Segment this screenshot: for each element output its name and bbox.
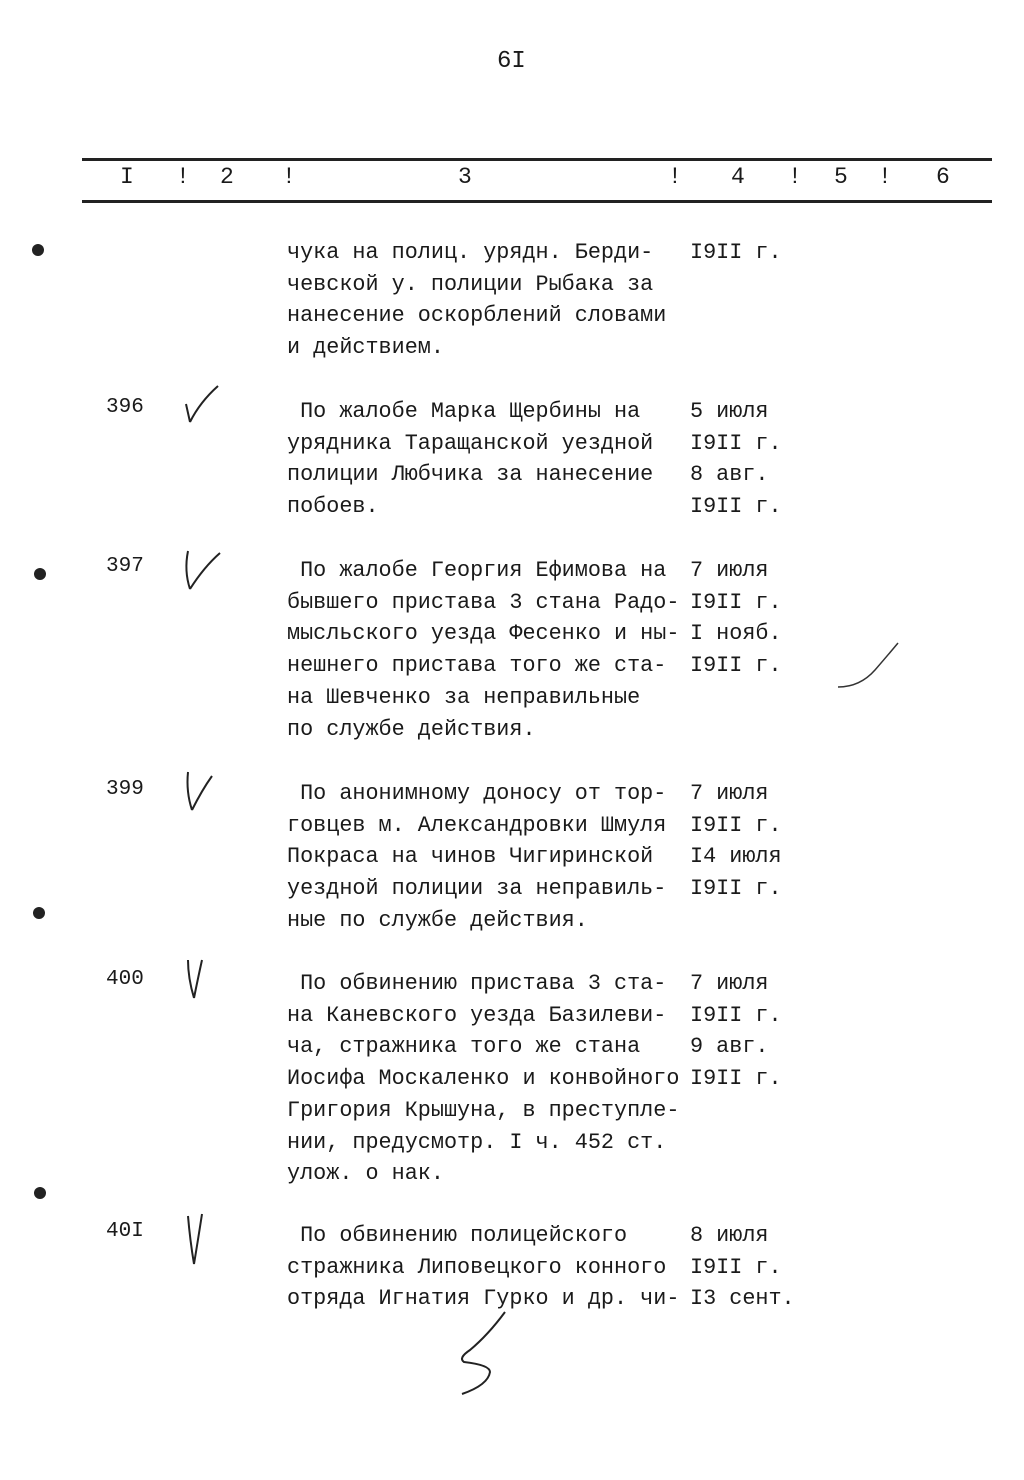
date-line: I3 сент. — [690, 1286, 795, 1312]
date-line: 7 июля — [690, 971, 769, 996]
handwritten-checkmark-icon — [180, 764, 240, 834]
description-line: нии, предусмотр. I ч. 452 ст. — [287, 1129, 667, 1155]
date-line: I9II г. — [690, 1254, 782, 1280]
date-line: I9II г. — [690, 653, 782, 679]
description-line: чевской у. полиции Рыбака за — [287, 271, 654, 297]
description-line: По обвинению полицейского — [287, 1223, 628, 1248]
date-line: I9II г. — [690, 812, 782, 838]
description-line: говцев м. Александровки Шмуля — [287, 812, 667, 838]
description-line: По обвинению пристава 3 ста- — [287, 971, 667, 996]
entry-dates — [690, 1220, 795, 1315]
entry-dates — [690, 396, 782, 523]
column-2-header: 2 — [220, 164, 234, 190]
entry-number: 396 — [106, 396, 144, 419]
entry-number: 40I — [106, 1220, 144, 1243]
description-line: По анонимному доносу от тор- — [287, 781, 667, 806]
column-separator: ! — [788, 164, 802, 190]
description-line: ча, стражника того же стана — [287, 1034, 641, 1060]
entry-description — [287, 555, 679, 745]
column-separator: ! — [878, 164, 892, 190]
description-line: нешнего пристава того же ста- — [287, 653, 667, 679]
description-line: нанесение оскорблений словами — [287, 303, 667, 329]
handwritten-slash-mark — [830, 635, 910, 715]
date-line: I9II г. — [690, 240, 782, 265]
date-line: I9II г. — [690, 494, 782, 520]
description-line: урядника Таращанской уездной — [287, 430, 654, 456]
date-line: I9II г. — [690, 876, 782, 902]
handwritten-checkmark-icon — [180, 954, 240, 1024]
description-line: по службе действия. — [287, 716, 536, 742]
description-line: бывшего пристава 3 стана Радо- — [287, 589, 680, 615]
entry-description — [287, 237, 666, 364]
date-line: 8 июля — [690, 1223, 769, 1248]
column-separator: ! — [668, 164, 682, 190]
date-line: 7 июля — [690, 558, 769, 583]
column-separator: ! — [176, 164, 190, 190]
description-line: и действием. — [287, 335, 444, 361]
punch-hole-mark — [34, 568, 46, 580]
date-line: 5 июля — [690, 399, 769, 424]
header-top-rule — [82, 158, 992, 161]
header-bottom-rule — [82, 200, 992, 203]
entry-description — [287, 1220, 679, 1315]
date-line: I9II г. — [690, 430, 782, 456]
description-line: По жалобе Марка Щербины на — [287, 399, 641, 424]
page-number: 6I — [497, 48, 526, 75]
handwritten-page-number-mark — [450, 1310, 530, 1400]
column-6-header: 6 — [936, 164, 950, 190]
description-line: Иосифа Москаленко и конвойного — [287, 1066, 680, 1092]
description-line: отряда Игнатия Гурко и др. чи- — [287, 1286, 680, 1312]
description-line: По жалобе Георгия Ефимова на — [287, 558, 667, 583]
description-line: чука на полиц. урядн. Берди- — [287, 240, 654, 265]
entry-dates — [690, 968, 782, 1095]
entry-dates — [690, 237, 782, 269]
punch-hole-mark — [34, 1187, 46, 1199]
entry-description — [287, 396, 653, 523]
entry-description — [287, 968, 679, 1190]
entry-number: 399 — [106, 778, 144, 801]
date-line: I9II г. — [690, 1002, 782, 1028]
column-4-header: 4 — [731, 164, 745, 190]
description-line: уездной полиции за неправиль- — [287, 876, 667, 902]
date-line: 9 авг. — [690, 1034, 769, 1060]
column-5-header: 5 — [834, 164, 848, 190]
date-line: 7 июля — [690, 781, 769, 806]
entry-dates — [690, 555, 782, 682]
punch-hole-mark — [33, 907, 45, 919]
entry-number: 397 — [106, 555, 144, 578]
description-line: на Каневского уезда Базилеви- — [287, 1002, 667, 1028]
entry-number: 400 — [106, 968, 144, 991]
date-line: 8 авг. — [690, 462, 769, 488]
description-line: на Шевченко за неправильные — [287, 684, 641, 710]
date-line: I4 июля — [690, 844, 782, 870]
entry-dates — [690, 778, 782, 905]
description-line: побоев. — [287, 494, 379, 520]
description-line: полиции Любчика за нанесение — [287, 462, 654, 488]
description-line: ные по службе действия. — [287, 907, 588, 933]
entry-description — [287, 778, 666, 937]
handwritten-checkmark-icon — [180, 541, 240, 611]
punch-hole-mark — [32, 244, 44, 256]
column-separator: ! — [282, 164, 296, 190]
date-line: I нояб. — [690, 621, 782, 647]
handwritten-checkmark-icon — [180, 382, 240, 452]
description-line: мысльского уезда Фесенко и ны- — [287, 621, 680, 647]
description-line: Григория Крышуна, в преступле- — [287, 1097, 680, 1123]
handwritten-checkmark-icon — [180, 1206, 240, 1276]
column-3-header: 3 — [458, 164, 472, 190]
date-line: I9II г. — [690, 589, 782, 615]
column-1-header: I — [120, 164, 134, 190]
description-line: улож. о нак. — [287, 1161, 444, 1187]
date-line: I9II г. — [690, 1066, 782, 1092]
description-line: стражника Липовецкого конного — [287, 1254, 667, 1280]
description-line: Покраса на чинов Чигиринской — [287, 844, 654, 870]
